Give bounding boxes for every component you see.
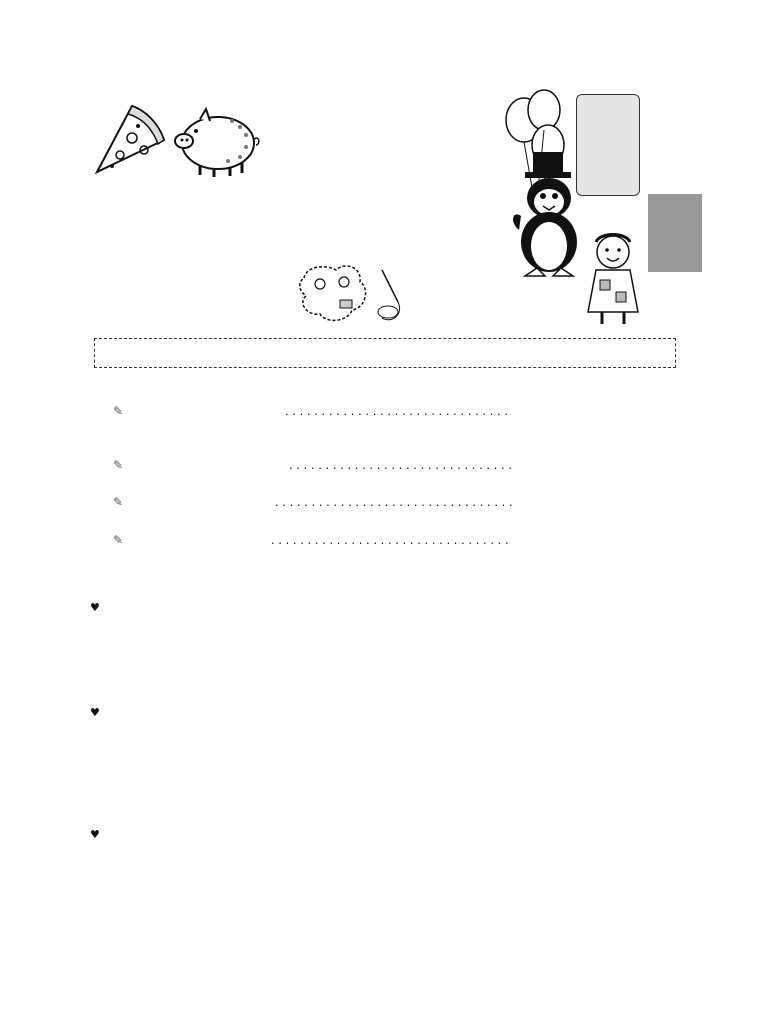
pencil-border-bottom (0, 970, 770, 1000)
scroll-letter-illustration (576, 94, 640, 196)
pencil-border-top (0, 28, 770, 56)
leader-dots: . . . . . . . . . . . . . . . . . . . . . . . . . . . . . . . (289, 458, 512, 472)
heart-bullet-icon: ♥ (90, 706, 100, 719)
volunteer-notice (94, 338, 676, 368)
pencil-icon: ✎ (113, 495, 124, 509)
patchwork-doll-illustration (582, 232, 644, 328)
pencil-border-right (704, 56, 750, 970)
leader-dots: . . . . . . . . . . . . . . . . . . . . . . . . . . . . . . . (285, 404, 508, 418)
heart-bullet-icon: ♥ (90, 828, 100, 841)
week-of-line (90, 233, 100, 251)
pencil-icon: ✎ (113, 404, 124, 418)
letter-tile-illustration (648, 194, 702, 272)
pencil-icon: ✎ (113, 533, 124, 547)
pencil-icon: ✎ (113, 458, 124, 472)
pencil-border-left (20, 56, 62, 970)
sewing-patches-illustration (296, 258, 416, 330)
leader-dots: . . . . . . . . . . . . . . . . . . . . . . . . . . . . . . . . . (275, 495, 513, 509)
pizza-slice-illustration (92, 100, 170, 180)
pig-illustration (170, 105, 262, 180)
leader-dots: . . . . . . . . . . . . . . . . . . . . . . . . . . . . . . . . . (271, 533, 509, 547)
heart-bullet-icon: ♥ (90, 601, 100, 614)
